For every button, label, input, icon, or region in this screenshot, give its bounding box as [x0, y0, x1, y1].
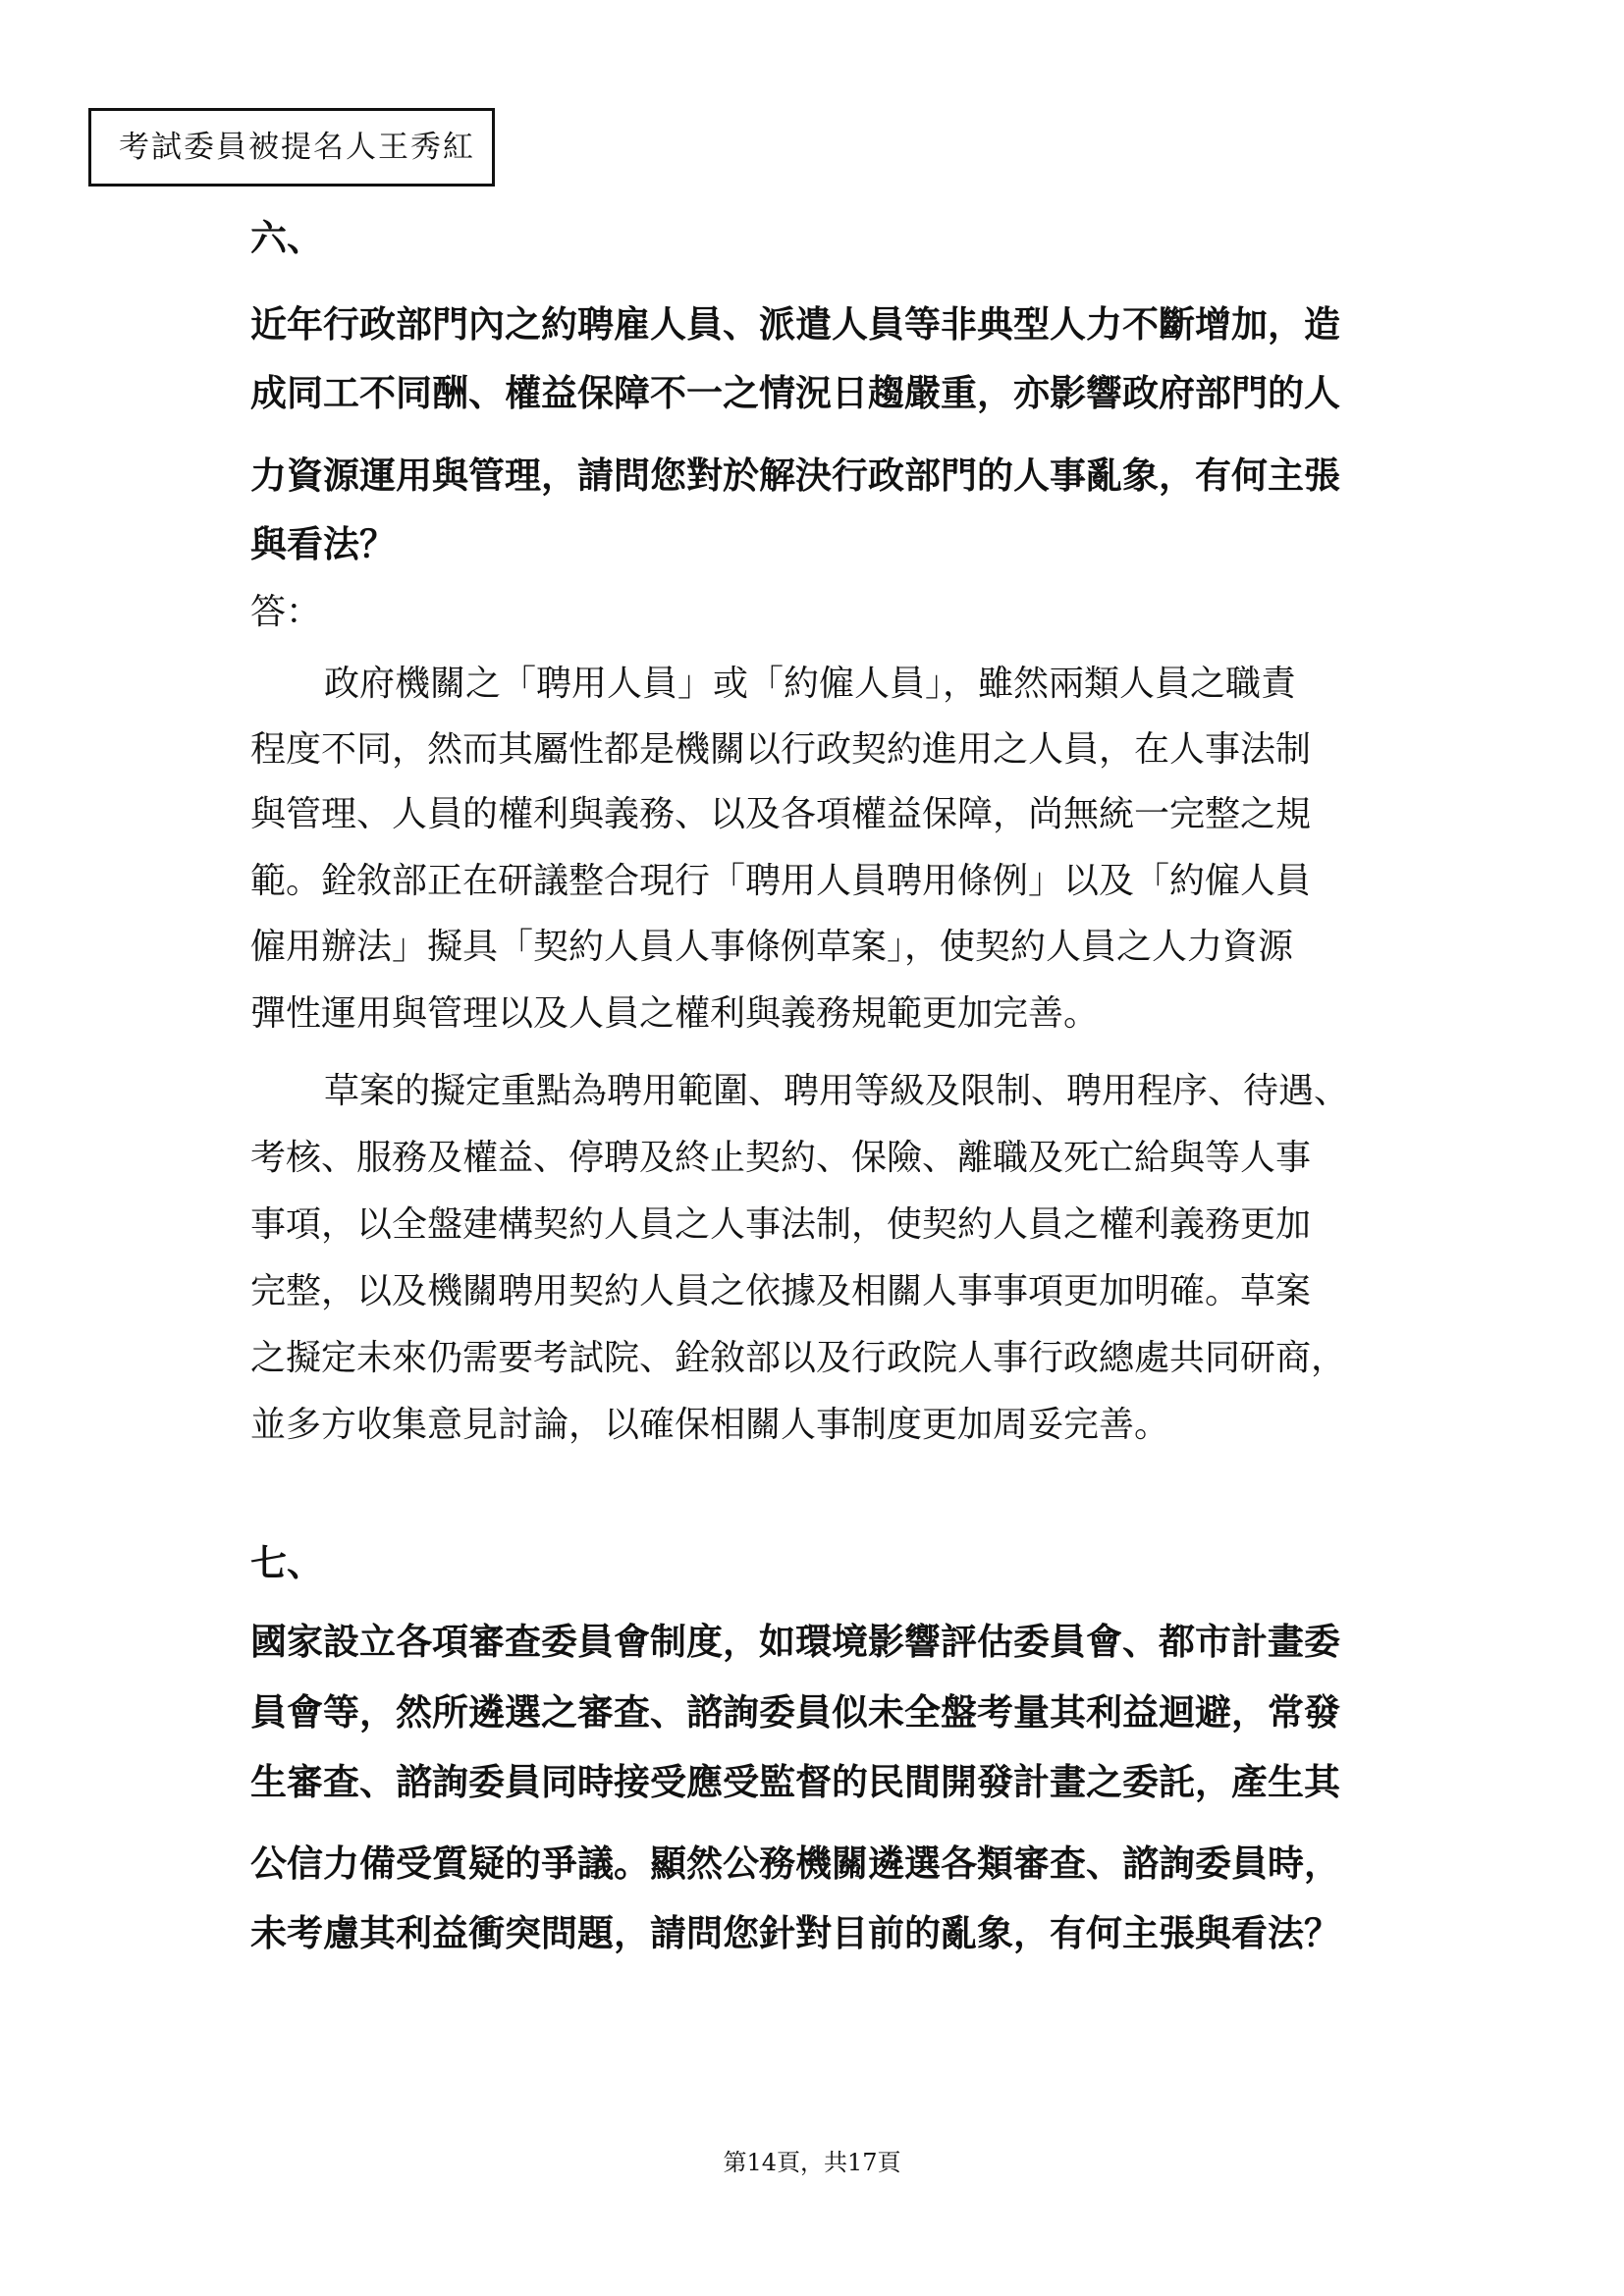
answer-paragraph1-line: 僱用辦法」擬具「契約人員人事條例草案」，使契約人員之人力資源	[250, 927, 1294, 967]
section7-heading: 七、	[250, 1541, 323, 1584]
nominee-header-box	[88, 108, 495, 187]
answer-paragraph2-line: 完整，以及機關聘用契約人員之依據及相關人事事項更加明確。草案	[250, 1271, 1312, 1311]
section6-question-line: 成同工不同酬、權益保障不一之情況日趨嚴重，亦影響政府部門的人	[250, 371, 1340, 414]
section7-question-line: 公信力備受質疑的爭議。顯然公務機關遴選各類審查、諮詢委員時，	[250, 1842, 1340, 1885]
answer-paragraph2-line: 事項，以全盤建構契約人員之人事法制，使契約人員之權利義務更加	[250, 1204, 1312, 1245]
page-number-footer: 第14頁，共17頁	[723, 2149, 901, 2176]
section7-question-line: 員會等，然所遴選之審查、諮詢委員似未全盤考量其利益迴避，常發	[250, 1690, 1340, 1734]
section7-question-line: 國家設立各項審查委員會制度，如環境影響評估委員會、都市計畫委	[250, 1620, 1340, 1663]
answer-paragraph2-line: 之擬定未來仍需要考試院、銓敘部以及行政院人事行政總處共同研商，	[250, 1338, 1347, 1378]
section6-question-line: 與看法？	[250, 522, 396, 565]
answer-paragraph1-line: 範。銓敘部正在研議整合現行「聘用人員聘用條例」以及「約僱人員	[250, 861, 1312, 901]
answer-paragraph1-line: 彈性運用與管理以及人員之權利與義務規範更加完善。	[250, 993, 1100, 1034]
answer-paragraph1-line: 與管理、人員的權利與義務、以及各項權益保障，尚無統一完整之規	[250, 794, 1312, 834]
answer-paragraph2-line: 並多方收集意見討論，以確保相關人事制度更加周妥完善。	[250, 1405, 1170, 1445]
answer-paragraph2-line: 草案的擬定重點為聘用範圍、聘用等級及限制、聘用程序、待遇、	[324, 1071, 1350, 1111]
section6-question-line: 力資源運用與管理，請問您對於解決行政部門的人事亂象，有何主張	[250, 454, 1340, 497]
section7-question-line: 未考慮其利益衝突問題，請問您針對目前的亂象，有何主張與看法？	[250, 1911, 1340, 1954]
nominee-header-text: 考試委員被提名人王秀紅	[119, 130, 475, 165]
section6-question-line: 近年行政部門內之約聘雇人員、派遣人員等非典型人力不斷增加，造	[250, 302, 1340, 346]
answer-label: 答：	[250, 592, 322, 632]
answer-paragraph1-line: 政府機關之「聘用人員」或「約僱人員」，雖然兩類人員之職責	[324, 664, 1297, 704]
answer-paragraph2-line: 考核、服務及權益、停聘及終止契約、保險、離職及死亡給與等人事	[250, 1138, 1312, 1178]
section7-question-line: 生審查、諮詢委員同時接受應受監督的民間開發計畫之委託，產生其	[250, 1760, 1340, 1803]
answer-paragraph1-line: 程度不同，然而其屬性都是機關以行政契約進用之人員，在人事法制	[250, 729, 1312, 770]
section6-heading: 六、	[250, 216, 323, 259]
